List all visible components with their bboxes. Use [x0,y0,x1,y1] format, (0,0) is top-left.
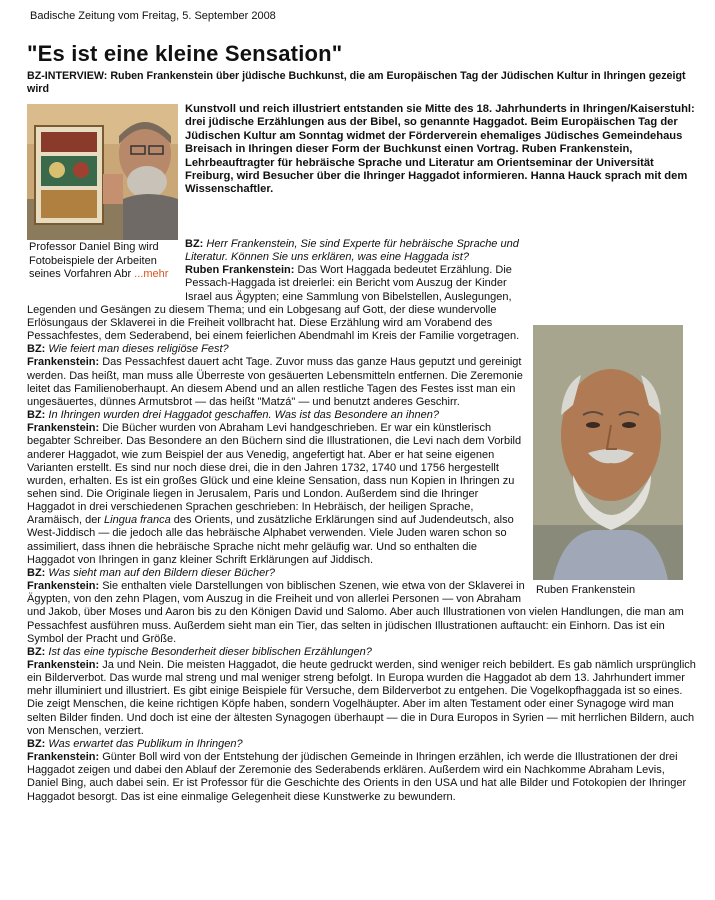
question-label: BZ: [27,737,46,750]
question-text: Herr Frankenstein, Sie sind Experte für hebräische Sprache und Literatur. Können Sie uns erklären, was eine Haggada ist? [185,238,519,264]
question-label: BZ: [27,645,46,658]
answer-label: Frankenstein: [27,751,100,764]
photo-caption-frankenstein: Ruben Frankenstein [536,584,636,596]
answer-text: Das Pessachfest dauert acht Tage. Zuvor muss das ganze Haus geputzt und gereinigt werden. Das heißt, man muss alle Überreste von gesäuerten Lebensmitteln entfernen. Die Zeremonie leitet das Familienoberhaupt. An diesem Abend und an allen restliche Tagen des Festes isst man ein ungesäuertes, dünnes Armutsbrot — das heißt "Matzá" — und benutzt anderes Geschirr. [27,356,523,408]
question-text: In Ihringen wurden drei Haggadot geschaffen. Was ist das Besondere an ihnen? [48,409,439,422]
headline: "Es ist eine kleine Sensation" [27,41,343,66]
interview-question [27,738,697,751]
lead-paragraph: Kunstvoll und reich illustriert entstanden sie Mitte des 18. Jahrhunderts in Ihringen/Kaiserstuhl: drei jüdische Erzählungen aus der Bibel, so genannte Haggadot. Beim Europäischen Tag der Jüdischen Kultur am Sonntag widmet der Förderverein ehemaliges Jüdisches Gemeindehaus Breisach in Ihringen dieser Form der Buchkunst einen Vortrag. Ruben Frankenstein, Lehrbeauftragter für hebräische Sprache und Literatur am Orientseminar der Universität Freiburg, wird Besucher über die Ihringer Haggadot informieren. Hanna Hauck sprach mit dem Wissenschaftler. [185,103,695,196]
subhead: BZ-INTERVIEW: Ruben Frankenstein über jüdische Buchkunst, die am Europäischen Tag der Jüdischen Kultur in Ihringen gezeigt wird [27,70,686,95]
answer-text: Das Wort Haggada bedeutet Erzählung. Die Pessach-Haggada ist dreierlei: ein Bericht vom Auszug der Kinder Israel aus Ägypten; eine Sammlung von Bibelstellen, Auslegungen, Legenden und Gesängen zu diesem Thema; und ein Lobgesang auf Gott, der diese wundervolle Erlösungaus der Sklaverei in die Freiheit vollbracht hat. Diese Erzählung wird am Vorabend des Pessachfestes, dem Sederabend, bei einem feierlichen Abendmahl im Kreis der Familie vorgetragen. [27,264,520,343]
question-text: Was erwartet das Publikum in Ihringen? [48,737,243,750]
interview-answer [27,751,697,804]
question-label: BZ: [27,566,46,579]
photo-daniel-bing[interactable] [27,104,178,240]
answer-label: Frankenstein: [27,580,100,593]
answer-text: Ja und Nein. Die meisten Haggadot, die heute gedruckt werden, sind weniger reich bebildert. Es gab nämlich ursprünglich ein Bilderverbot. Das wurde mal streng und mal weniger streng befolgt. In Europa wurden die Haggadot ab dem 13. Jahrhundert immer mehr illuminiert und illustriert. Es gibt einige Beispiele für Versuche, dem Bilderverbot zu entgehen. Die Vogelkopfhaggada ist so eines. Die zeigt Menschen, die keine richtigen Köpfe haben, sondern Vogelhäupter. Aber im alten Testament oder einer Synagoge wird man selten Bilder finden. Und doch ist eine der ältesten Synagogen überhaupt — die in Dura Europos in Syrien — mit herrlichen Bildern, auch von Menschen, verziert. [27,659,696,737]
portrait-photo-bing [27,104,178,240]
question-text: Was sieht man auf den Bildern dieser Bücher? [48,566,276,579]
question-text: Wie feiert man dieses religiöse Fest? [48,343,229,356]
question-label: BZ: [27,343,46,356]
answer-italic: Lingua franca [104,514,171,527]
answer-label: Frankenstein: [27,356,100,369]
question-text: Ist das eine typische Besonderheit dieser biblischen Erzählungen? [48,645,372,658]
dateline: Badische Zeitung vom Freitag, 5. September 2008 [30,10,276,22]
answer-text: Günter Boll wird von der Entstehung der jüdischen Gemeinde in Ihringen erzählen, ich werde die Illustrationen der drei Haggadot zeigen und dabei den Ablauf der Zeremonie des Sederabends erklären. Außerdem wird ein Nachkomme Abraham Levis, Daniel Bing, auch dabei sein. Er ist Professor für die Geschichte des Orients in den USA und hat alle Bilder und Fotokopien der Ihringer Haggadot besorgt. Das ist eine einmalige Gelegenheit diese Kunstwerke zu bewundern. [27,751,687,803]
question-label: BZ: [185,238,204,250]
article-body [27,238,697,804]
answer-label: Frankenstein: [27,659,100,671]
answer-text: des Orients, und zusätzliche Erklärungen sind auf Judendeutsch, also West-Jiddisch — die jedoch alle das hebräische Alphabet verwenden. Viele Juden waren schon so assimiliert, dass ihnen die hebräische Sprache nicht mehr geläufig war. Und so enthalten die Haggadot von Ihringen in ganz kleiner Schrift Erklärungen auf Jiddisch. [27,514,514,566]
caption-text: Professor Daniel Bing wird Fotobeispiele der Arbeiten seines Vorfahren Abr [29,241,159,280]
answer-label: Frankenstein: [27,422,100,435]
interview-answer [27,659,697,738]
answer-text: Die Bücher wurden von Abraham Levi handgeschrieben. Er war ein künstlerisch begabter Schreiber. Das Besondere an den Büchern sind die Illustrationen, die Levi nach dem Vorbild anderer Haggadot, wie zum Beispiel der aus Venedig, angefertigt hat. Aber er hat seine eigenen Varianten erstellt. Es sind nur noch diese drei, die in den Jahren 1732, 1740 und 1756 hergestellt wurden, erhalten. Es ist ein großes Glück und eine kleine Sensation, dass nun Kopien in Ihringen zu sehen sind. Die Originale liegen in Jerusalem, Paris und London. Außerdem sind die Ihringer Haggadot in drei verschiedenen Sprachen geschrieben: In Hebräisch, der heiligen Sprache, Aramäisch, der [27,422,522,527]
more-link[interactable]: ...mehr [131,268,169,280]
question-label: BZ: [27,409,46,422]
interview-question [27,646,697,659]
answer-text: Sie enthalten viele Darstellungen von biblischen Szenen, wie etwa von der Sklaverei in Ägypten, von den zehn Plagen, vom Auszug in die Freiheit und von allerlei Personen — von Abraham und Jakob, über Moses und Aaron bis zu den Königen David und Salomo. Aber auch Illustrationen von vielen Handlungen, die man am Pessachfest ausführen muss. Außerdem sieht man ein Tier, das selten in jüdischen Illustrationen auftaucht: ein Einhorn. Das ist ein Symbol der Pracht und Größe. [27,580,684,645]
answer-label: Ruben Frankenstein: [185,264,295,277]
